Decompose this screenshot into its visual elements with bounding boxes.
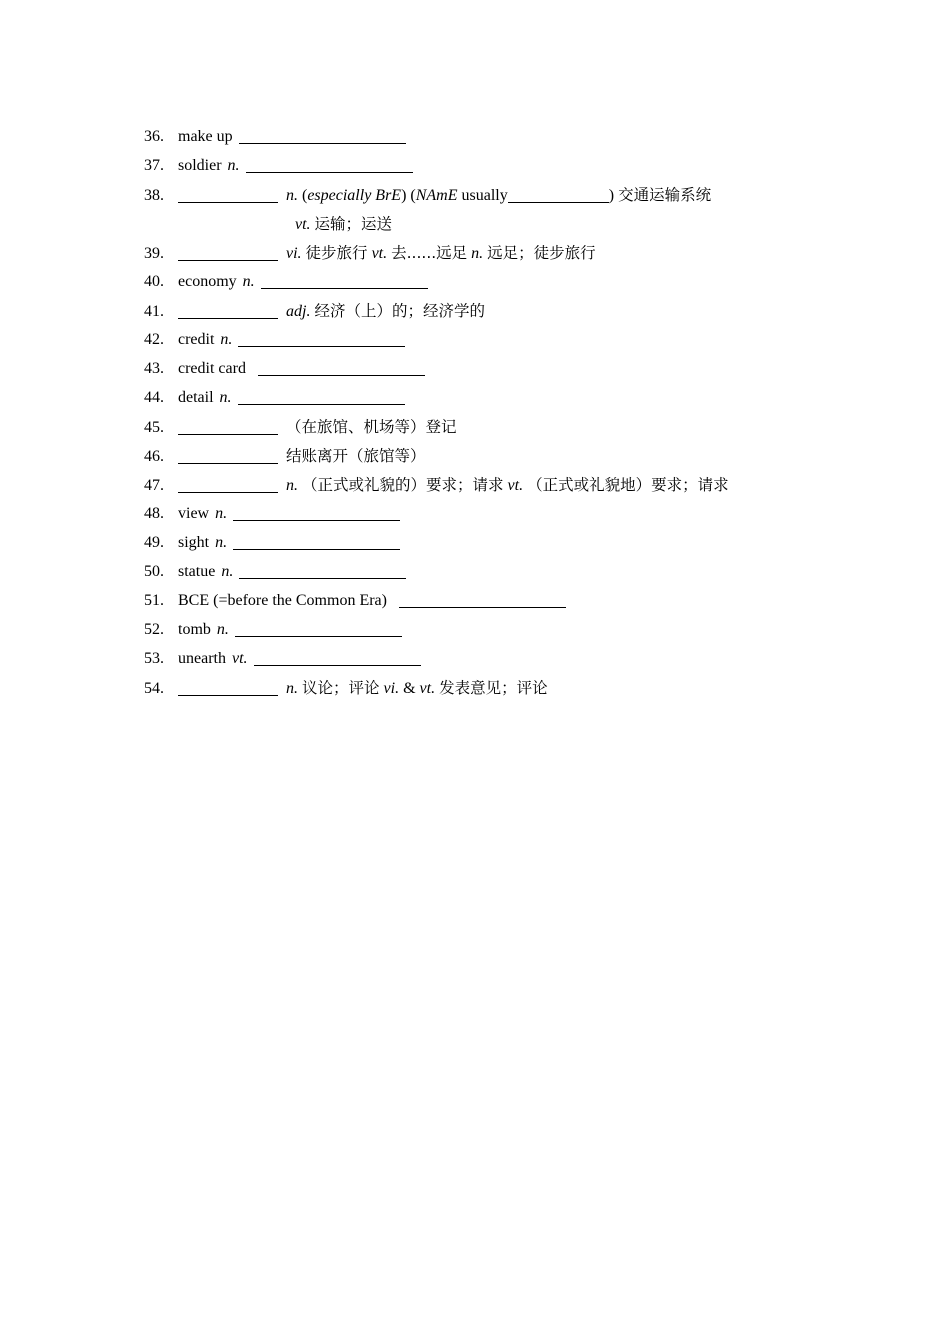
item-number: 41. (144, 303, 164, 320)
punctuation: ) (608, 187, 615, 204)
list-item (144, 646, 904, 675)
chinese-definition: 远足；徒步旅行 (487, 244, 596, 262)
answer-blank[interactable] (246, 155, 413, 173)
chinese-definition: （正式或礼貌的）要求；请求 (302, 476, 504, 494)
part-of-speech: n. (286, 187, 298, 204)
list-item (144, 617, 904, 646)
item-number: 40. (144, 273, 164, 290)
answer-blank[interactable] (178, 475, 278, 493)
punctuation: ) ( (401, 187, 416, 204)
answer-blank[interactable] (233, 532, 400, 550)
list-item-continuation (144, 211, 904, 240)
item-term: soldier (178, 157, 222, 174)
chinese-definition: 结账离开（旅馆等） (286, 447, 426, 465)
item-number: 46. (144, 448, 164, 465)
list-item (144, 153, 904, 182)
list-item (144, 588, 904, 617)
list-item (144, 298, 904, 327)
item-term: BCE (=before the Common Era) (178, 592, 387, 609)
part-of-speech: vt. (507, 477, 524, 494)
item-term: credit card (178, 360, 246, 377)
part-of-speech: vt. (419, 680, 436, 697)
list-item (144, 356, 904, 385)
item-number: 53. (144, 650, 164, 667)
answer-blank[interactable] (238, 329, 405, 347)
item-term: tomb (178, 621, 211, 638)
list-item (144, 501, 904, 530)
chinese-definition: 运输；运送 (314, 215, 393, 233)
part-of-speech: n. (286, 477, 298, 494)
answer-blank[interactable] (178, 185, 278, 203)
usage-note: NAmE (415, 187, 458, 204)
item-number: 51. (144, 592, 164, 609)
part-of-speech: n. (221, 563, 234, 580)
list-item (144, 472, 904, 501)
item-number: 47. (144, 477, 164, 494)
part-of-speech: n. (227, 157, 240, 174)
answer-blank[interactable] (254, 648, 421, 666)
answer-blank[interactable] (178, 243, 278, 261)
part-of-speech: n. (286, 680, 298, 697)
item-number: 43. (144, 360, 164, 377)
answer-blank[interactable] (178, 678, 278, 696)
item-term: statue (178, 563, 216, 580)
item-number: 45. (144, 419, 164, 436)
part-of-speech: vi. (383, 680, 400, 697)
answer-blank[interactable] (238, 387, 405, 405)
list-item (144, 124, 904, 153)
list-item (144, 559, 904, 588)
part-of-speech: n. (219, 389, 232, 406)
chinese-definition: （在旅馆、机场等）登记 (286, 418, 457, 436)
part-of-speech: adj. (286, 303, 311, 320)
item-term: make up (178, 128, 233, 145)
item-number: 48. (144, 505, 164, 522)
chinese-definition: 经济（上）的；经济学的 (314, 302, 485, 320)
part-of-speech: n. (216, 621, 229, 638)
list-item (144, 414, 904, 443)
item-number: 36. (144, 128, 164, 145)
part-of-speech: n. (215, 534, 228, 551)
answer-blank[interactable] (178, 446, 278, 464)
list-item (144, 182, 904, 211)
list-item (144, 443, 904, 472)
item-number: 39. (144, 245, 164, 262)
item-term: economy (178, 273, 237, 290)
item-term: detail (178, 389, 214, 406)
item-number: 38. (144, 187, 164, 204)
part-of-speech: vi. (286, 245, 302, 262)
item-number: 50. (144, 563, 164, 580)
list-item (144, 675, 904, 704)
part-of-speech: vt. (295, 216, 311, 233)
answer-blank[interactable] (261, 271, 428, 289)
chinese-definition: 去......远足 (391, 244, 468, 262)
item-number: 37. (144, 157, 164, 174)
answer-blank[interactable] (235, 619, 402, 637)
punctuation: ( (302, 187, 308, 204)
item-term: view (178, 505, 210, 522)
list-item (144, 269, 904, 298)
item-number: 54. (144, 680, 164, 697)
list-item (144, 530, 904, 559)
list-item (144, 385, 904, 414)
item-number: 52. (144, 621, 164, 638)
item-number: 44. (144, 389, 164, 406)
item-number: 42. (144, 331, 164, 348)
part-of-speech: vt. (231, 650, 248, 667)
answer-blank[interactable] (258, 358, 425, 376)
part-of-speech: vt. (371, 245, 388, 262)
list-item (144, 327, 904, 356)
list-item (144, 240, 904, 269)
chinese-definition: （正式或礼貌地）要求；请求 (527, 476, 729, 494)
answer-blank[interactable] (239, 126, 406, 144)
answer-blank[interactable] (399, 590, 566, 608)
usage-note: especially BrE (307, 187, 402, 204)
answer-blank[interactable] (508, 185, 609, 203)
item-number: 49. (144, 534, 164, 551)
answer-blank[interactable] (178, 417, 278, 435)
part-of-speech: n. (471, 245, 484, 262)
part-of-speech: n. (215, 505, 228, 522)
answer-blank[interactable] (233, 503, 400, 521)
item-term: unearth (178, 650, 226, 667)
usage-word: usually (457, 187, 508, 204)
chinese-definition: 议论；评论 (302, 679, 380, 697)
ampersand: & (403, 680, 416, 697)
item-term: sight (178, 534, 210, 551)
part-of-speech: n. (220, 331, 233, 348)
chinese-definition: 发表意见；评论 (439, 679, 548, 697)
vocabulary-list (144, 124, 904, 704)
answer-blank[interactable] (178, 301, 278, 319)
item-term: credit (178, 331, 215, 348)
chinese-definition: 徒步旅行 (305, 244, 368, 262)
chinese-definition: 交通运输系统 (618, 186, 712, 204)
part-of-speech: n. (242, 273, 255, 290)
answer-blank[interactable] (239, 561, 406, 579)
